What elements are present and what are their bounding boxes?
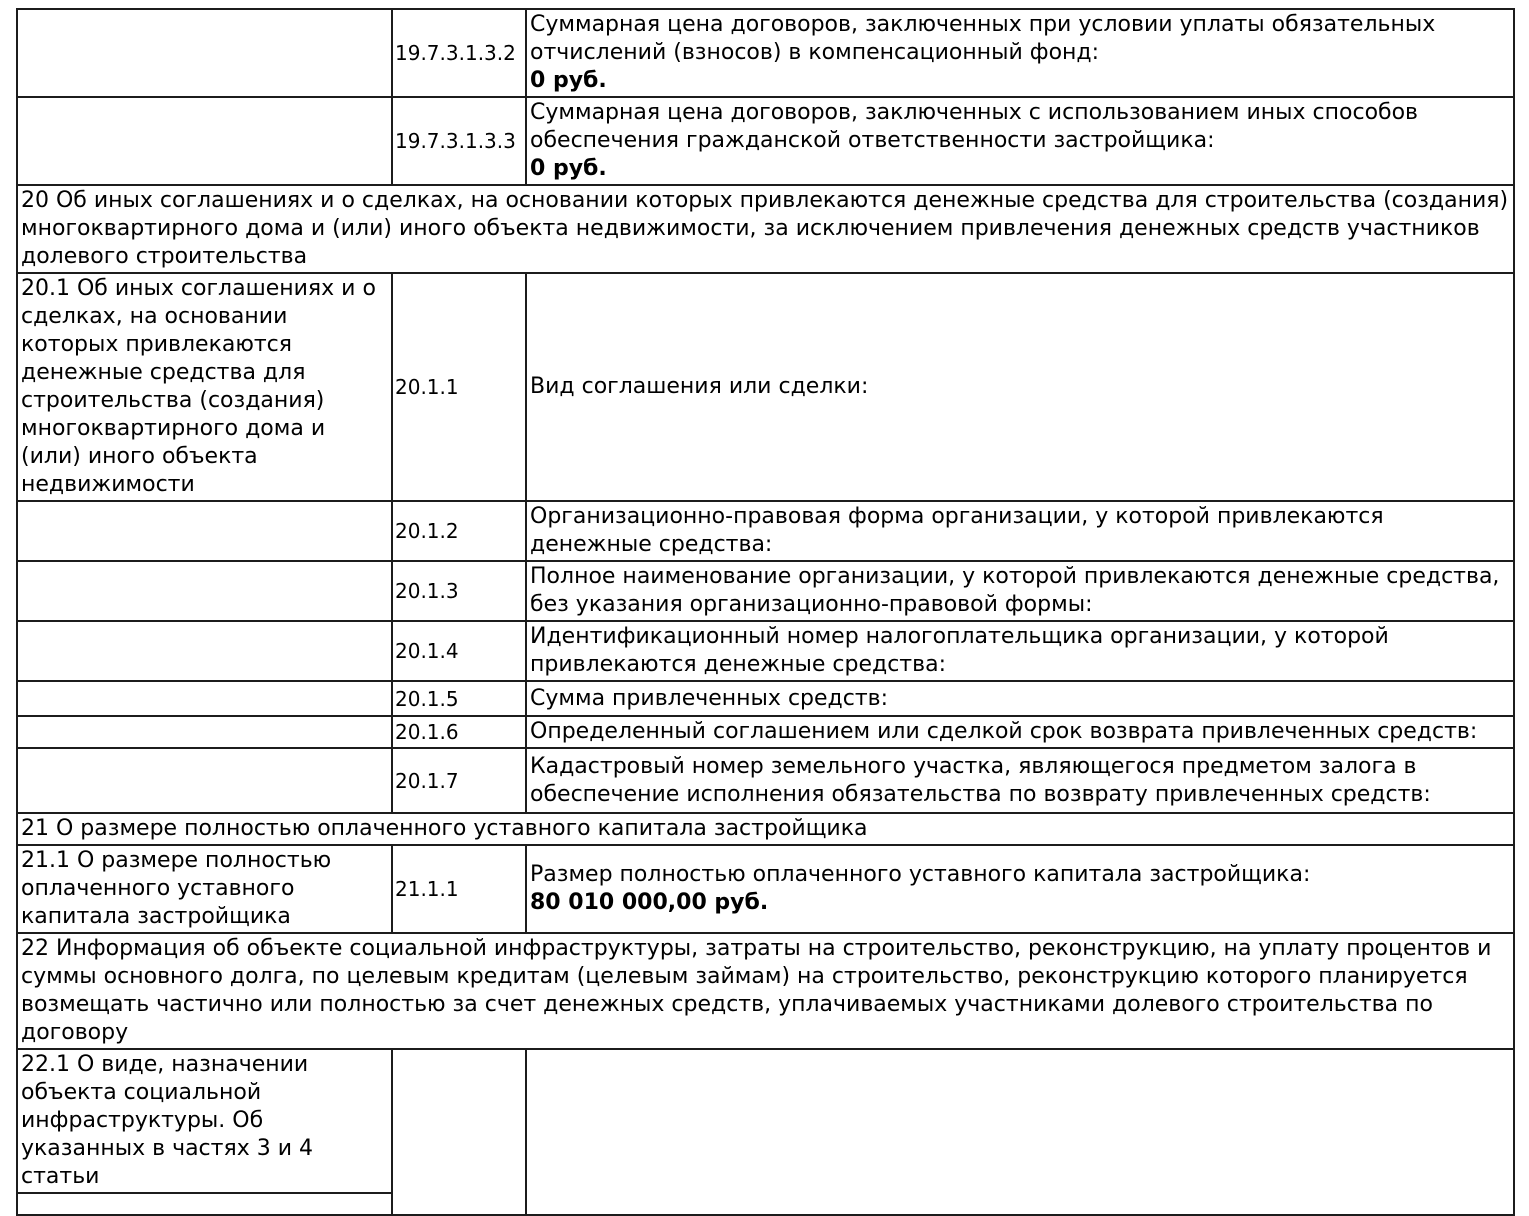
row-label-cell-empty (17, 97, 392, 185)
table-row (17, 748, 1514, 813)
table-section-row (17, 813, 1514, 845)
row-text: Кадастровый номер земельного участка, являющегося предметом залога в обеспечение исполнения обязательства по возврату привлеченных средств: (530, 753, 1431, 807)
row-number-cell (392, 501, 526, 561)
row-text: Суммарная цена договоров, заключенных с использованием иных способов обеспечения гражданской ответственности застройщика: (530, 100, 1419, 153)
table-row (17, 273, 1514, 501)
row-text: Сумма привлеченных средств: (530, 685, 889, 711)
row-label-cell-empty (17, 9, 392, 97)
section-text: 22 Информация об объекте социальной инфраструктуры, затраты на строительство, реконструкцию, на уплату процентов и суммы основного долга, по целевым кредитам (целевым займам) на строительство, реконструкцию которого планируется возмещать частично или полностью за счет денежных средств, уплачиваемых участниками долевого строительства по договору (21, 936, 1492, 1045)
row-number: 20.1.4 (395, 639, 459, 663)
row-value: 0 руб. (530, 68, 607, 93)
row-number-cell (392, 97, 526, 185)
row-number: 20.1.5 (395, 686, 459, 711)
row-text-cell (526, 1193, 1514, 1215)
row-label-cell (17, 273, 392, 501)
section-text: 21 О размере полностью оплаченного уставного капитала застройщика (21, 816, 868, 841)
row-text-cell (526, 681, 1514, 716)
row-number-cell (392, 1193, 526, 1215)
table-row (17, 561, 1514, 621)
row-text: Определенный соглашением или сделкой срок возврата привлеченных средств: (530, 719, 1478, 744)
row-text: Идентификационный номер налогоплательщика организации, у которой привлекаются денежные средства: (530, 624, 1389, 677)
row-number-cell (392, 748, 526, 813)
row-number: 19.7.3.1.3.3 (395, 129, 516, 153)
section-text: 20 Об иных соглашениях и о сделках, на основании которых привлекаются денежные средства для строительства (создания) многоквартирного дома и (или) иного объекта недвижимости, за исключением привлечения денежных средств участников долевого строительства (21, 188, 1509, 269)
table-row (17, 9, 1514, 97)
table-row (17, 845, 1514, 933)
row-number: 20.1.6 (395, 720, 459, 744)
row-value: 80 010 000,00 руб. (530, 890, 769, 915)
table-row (17, 716, 1514, 748)
table-row (17, 681, 1514, 716)
row-number: 20.1.1 (395, 375, 459, 399)
row-text-cell (526, 621, 1514, 681)
row-number-cell (392, 621, 526, 681)
row-number: 20.1.7 (395, 768, 459, 793)
section-cell (17, 933, 1514, 1049)
table-row (17, 97, 1514, 185)
row-label-cell-empty (17, 501, 392, 561)
row-number: 21.1.1 (395, 877, 459, 901)
row-text: Полное наименование организации, у которой привлекаются денежные средства, без указания организационно-правовой формы: (530, 564, 1500, 617)
row-text-cell (526, 748, 1514, 813)
table-row (17, 1049, 1514, 1193)
row-text-cell (526, 9, 1514, 97)
row-text-cell (526, 716, 1514, 748)
row-number: 19.7.3.1.3.2 (395, 41, 516, 65)
row-label: 22.1 О виде, назначении объекта социальной инфраструктуры. Об указанных в частях 3 и 4 статьи (21, 1052, 313, 1189)
row-number: 20.1.3 (395, 579, 459, 603)
table-row (17, 501, 1514, 561)
row-text: Вид соглашения или сделки: (530, 374, 869, 399)
row-number-cell (392, 9, 526, 97)
section-cell (17, 813, 1514, 845)
row-number-cell (392, 273, 526, 501)
row-number-cell (392, 681, 526, 716)
row-number-cell (392, 845, 526, 933)
row-label-cell (17, 845, 392, 933)
row-text-cell (526, 501, 1514, 561)
row-text: Размер полностью оплаченного уставного капитала застройщика: (530, 862, 1311, 887)
row-label: 21.1 О размере полностью оплаченного уставного капитала застройщика (21, 848, 332, 929)
row-label: 20.1 Об иных соглашениях и о сделках, на основании которых привлекаются денежные средства для строительства (создания) многоквартирного дома и (или) иного объекта недвижимости (21, 276, 376, 497)
row-label-cell-empty (17, 1193, 392, 1215)
row-number-cell (392, 716, 526, 748)
table-row (17, 621, 1514, 681)
row-value: 0 руб. (530, 156, 607, 181)
row-number: 20.1.2 (395, 519, 459, 543)
row-label-cell-empty (17, 716, 392, 748)
row-label-cell (17, 1049, 392, 1193)
row-label-cell-empty (17, 561, 392, 621)
row-label-cell-empty (17, 748, 392, 813)
row-number-cell (392, 561, 526, 621)
row-text: Организационно-правовая форма организации, у которой привлекаются денежные средства: (530, 504, 1384, 557)
row-label-cell-empty (17, 621, 392, 681)
row-text-cell (526, 845, 1514, 933)
row-text-cell (526, 561, 1514, 621)
row-label-cell-empty (17, 681, 392, 716)
row-text-cell (526, 1049, 1514, 1193)
table-row-clipped (17, 1193, 1514, 1215)
row-text-cell (526, 273, 1514, 501)
project-declaration-table (16, 8, 1515, 1216)
section-cell (17, 185, 1514, 273)
row-text: Суммарная цена договоров, заключенных при условии уплаты обязательных отчислений (взносов) в компенсационный фонд: (530, 12, 1436, 65)
row-text-cell (526, 97, 1514, 185)
table-section-row (17, 933, 1514, 1049)
table-section-row (17, 185, 1514, 273)
row-number-cell (392, 1049, 526, 1193)
